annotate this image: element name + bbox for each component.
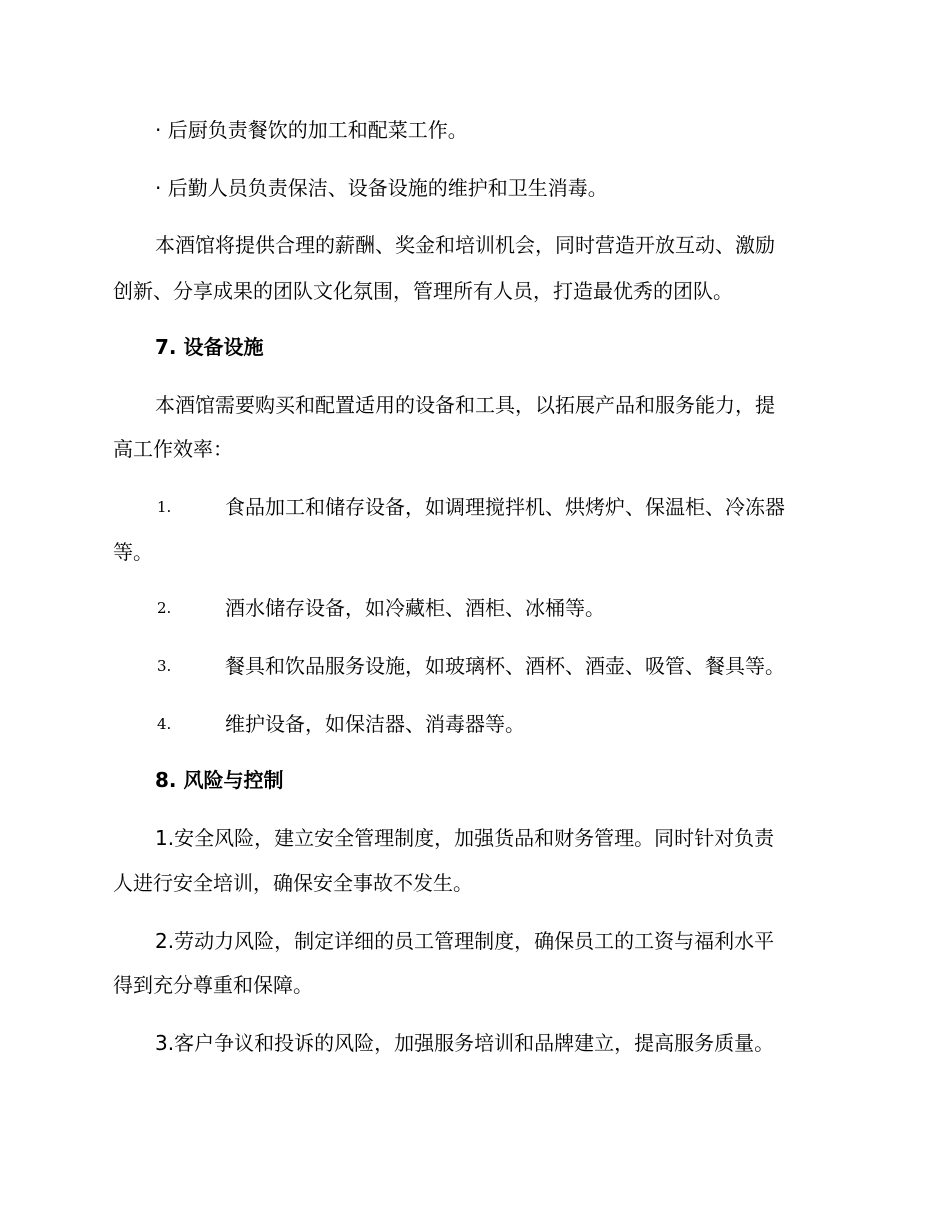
list-item-text: 餐具和饮品服务设施，如玻璃杯、酒杯、酒壶、吸管、餐具等。 xyxy=(225,654,785,678)
list-item-text: 酒水储存设备，如冷藏柜、酒柜、冰桶等。 xyxy=(225,596,605,620)
team-paragraph-line-1: 本酒馆将提供合理的薪酬、奖金和培训机会，同时营造开放互动、激励 xyxy=(155,233,775,257)
risk-2-line-2: 得到充分尊重和保障。 xyxy=(113,973,313,997)
team-paragraph-line-2: 创新、分享成果的团队文化氛围，管理所有人员，打造最优秀的团队。 xyxy=(113,279,733,303)
list-item-text: 维护设备，如保洁器、消毒器等。 xyxy=(225,712,525,736)
list-number: 3. xyxy=(157,657,172,675)
risk-2-line-1: 2.劳动力风险，制定详细的员工管理制度，确保员工的工资与福利水平 xyxy=(155,929,775,953)
risk-1-line-1: 1.安全风险，建立安全管理制度，加强货品和财务管理。同时针对负责 xyxy=(155,826,775,850)
list-item-text: 食品加工和储存设备，如调理搅拌机、烘烤炉、保温柜、冷冻器 xyxy=(225,495,785,519)
section-7-intro-line-2: 高工作效率： xyxy=(113,437,233,461)
list-number: 1. xyxy=(157,498,172,516)
risk-1-line-2: 人进行安全培训，确保安全事故不发生。 xyxy=(113,871,473,895)
bullet-kitchen: · 后厨负责餐饮的加工和配菜工作。 xyxy=(155,118,468,142)
list-item-continuation: 等。 xyxy=(113,540,153,564)
section-8-heading: 8. 风险与控制 xyxy=(155,768,284,792)
list-number: 2. xyxy=(157,599,172,617)
section-7-heading: 7. 设备设施 xyxy=(155,335,264,359)
risk-3-line-1: 3.客户争议和投诉的风险，加强服务培训和品牌建立，提高服务质量。 xyxy=(155,1031,775,1055)
section-7-intro-line-1: 本酒馆需要购买和配置适用的设备和工具，以拓展产品和服务能力，提 xyxy=(155,393,775,417)
bullet-logistics: · 后勤人员负责保洁、设备设施的维护和卫生消毒。 xyxy=(155,176,608,200)
list-number: 4. xyxy=(157,715,172,733)
